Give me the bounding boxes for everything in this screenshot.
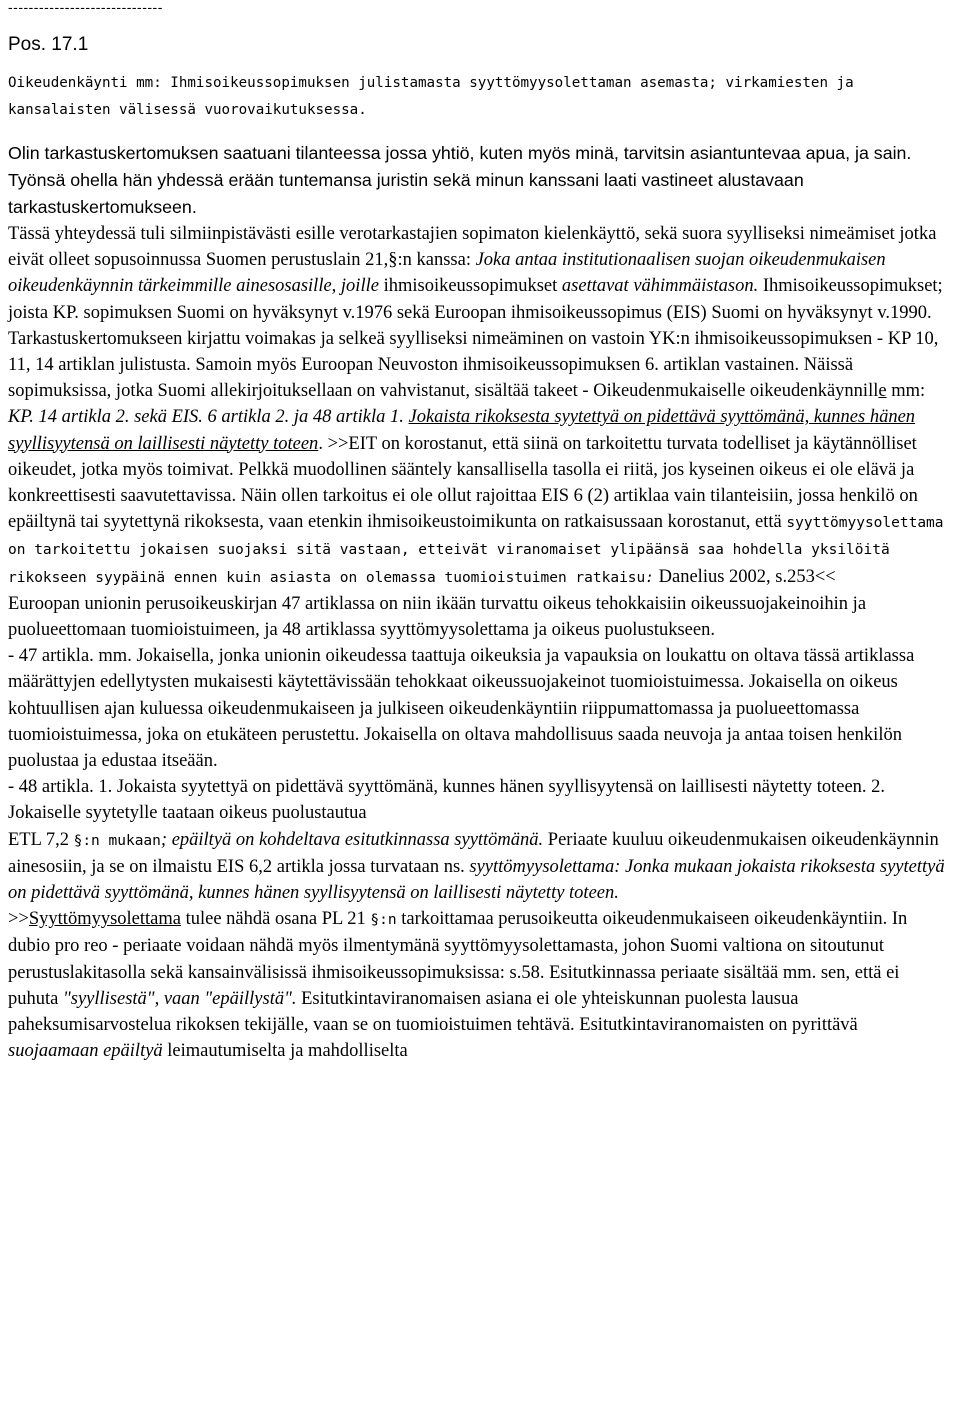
paragraph-report xyxy=(8,326,952,405)
intro-paragraph: Olin tarkastuskertomuksen saatuani tilanteessa jossa yhtiö, kuten myös minä, tarvitsin asiantuntevaa apua, ja sain. Työnsä ohella hän yhdessä erään tuntemansa juristin sekä minun kanssani laati vastineet alustavaan tarkastuskertomukseen. xyxy=(8,143,912,217)
italic-quote: "syyllisestä", vaan "epäillystä". xyxy=(62,988,297,1009)
text-run: Esitutkintaviranomaisen asiana ei ole yhteiskunnan puolesta lausua paheksumisarvostelua rikoksen tekijälle, vaan se on tuomioistuimen tehtävä. Esitutkintaviranomaisten on pyrittävä xyxy=(8,988,858,1036)
text-run: tulee nähdä osana PL 21 xyxy=(180,909,371,930)
underlined-char: e xyxy=(878,381,887,402)
paragraph-article-47: - 47 artikla. mm. Jokaisella, jonka unionin oikeudessa taattuja oikeuksia ja vapauksia on loukattu on oltava tässä artiklassa määrättyjen edellytysten mukaisesti käytettävissään tehokkaat oikeussuojakeinot tuomioistuimessa. Jokaisella on oikeus kohtuullisen ajan kuluessa oikeudenmukaiseen ja julkiseen oikeudenkäyntiin riippumattomassa ja puolueettomassa tuomioistuimessa, joka on etukäteen perustettu. Jokaisella on oltava mahdollisuus saada neuvoja ja antaa toisen henkilön puolustaa ja edustaa itseään. xyxy=(8,646,915,772)
italic-article-refs: KP. 14 artikla 2. sekä EIS. 6 artikla 2. ja 48 artikla 1. xyxy=(8,407,404,428)
mono-quote: syyttömyysolettama on tarkoitettu jokaisen suojaksi sitä vastaan, etteivät viranomaiset ylipäänsä saa hohdella yksilöitä rikokseen syypäinä ennen kuin asiasta on olemassa tuomioistuimen ratkaisu xyxy=(8,515,944,586)
italic-quote: Joka antaa institutionaalisen suojan oikeudenmukaisen oikeudenkäynnin tärkeimmille ainesosasille, joille xyxy=(8,250,886,297)
text-run: tarkoittamaa perusoikeutta oikeudenmukaiseen oikeudenkäyntiin. In dubio pro reo - periaate voidaan nähdä myös ilmentymänä syyttömyysolettamasta, johon Suomi valtiona on sitoutunut perustuslakitasolla sekä kansainvälisissä ihmisoikeussopimuksissa: s.58. Esitutkinnassa periaate sisältää mm. sen, että ei puhuta xyxy=(8,909,908,1009)
italic-quote: syyttömyysolettama: Jonka mukaan jokaista rikoksesta syytettyä on pidettävä syyttömänä, kunnes hänen syyllisyytensä on laillisesti näytetty toteen. xyxy=(8,856,945,904)
italic-quote: ; epäiltyä on kohdeltava esitutkinnassa syyttömänä. xyxy=(160,829,544,850)
text-run: Periaate kuuluu oikeudenmukaisen oikeudenkäynnin ainesosiin, ja se on ilmaistu EIS 6,2 artikla jossa turvataan ns. xyxy=(8,829,939,877)
text-run: leimautumiselta ja mahdolliselta xyxy=(162,1041,408,1062)
text-run: Danelius 2002, s.253<< xyxy=(654,566,836,587)
text-run: Tässä yhteydessä tuli silmiinpistävästi esille verotarkastajien sopimaton kielenkäyttö, sekä suora syylliseksi nimeämiset jotka eivät olleet sopusoinnussa Suomen perustuslain 21,§:n kanssa: xyxy=(8,224,937,271)
paragraph-eu-charter: Euroopan unionin perusoikeuskirjan 47 artiklassa on niin ikään turvattu oikeus tehokkaisiin oikeussuojakeinoihin ja puolueettomaan tuomioistuimeen, ja 48 artiklassa syyttömyysolettama ja oikeus puolustukseen. xyxy=(8,593,867,641)
italic-quote: asettavat vähimmäistason. xyxy=(561,276,759,297)
text-run: >> xyxy=(8,909,29,930)
position-heading: Pos. 17.1 xyxy=(8,34,89,55)
mono-colon: : xyxy=(645,569,655,586)
text-run: Tarkastuskertomukseen kirjattu voimakas ja selkeä syylliseksi nimeäminen on vastoin YK:n ihmisoikeussopimuksen - KP 10, 11, 14 artiklan julistusta. Samoin myös Euroopan Neuvoston ihmisoikeussopimuksen 6. artiklan vastainen. Näissä sopimuksissa, jotka Suomi allekirjoituksellaan on vahvistanut, sisältää takeet - Oikeudenmukaiselle oikeudenkäynnill xyxy=(8,328,939,402)
subject-paragraph: Oikeudenkäynti mm: Ihmisoikeussopimuksen julistamasta syyttömyysolettaman asemasta; virkamiesten ja kansalaisten välisessä vuorovaikutuksessa. xyxy=(8,75,854,118)
paragraph-constitution xyxy=(8,221,952,326)
mono-text: §:n xyxy=(370,912,397,929)
text-run: Ihmisoikeussopimukset; joista KP. sopimuksen Suomi on hyväksynyt v.1976 sekä Euroopan ihmisoikeussopimus (EIS) Suomi on hyväksynyt v.1990. xyxy=(8,276,943,323)
text-run: mm: xyxy=(886,381,926,402)
document-page xyxy=(8,0,952,1065)
underlined-quote: Jokaista rikoksesta syytettyä on pidettävä syyttömänä, kunnes hänen syyllisyytensä on laillisesti näytetty toteen xyxy=(8,407,916,454)
body-text xyxy=(8,221,952,1065)
paragraph-presumption xyxy=(8,906,952,1064)
text-run: ETL 7,2 xyxy=(8,829,74,850)
text-run: . >>EIT on korostanut, että siinä on tarkoitettu turvata todelliset ja käytännölliset oikeudet, jotka myös toimivat. Pelkkä muodollinen sääntely kansallisella tasolla ei riitä, jos kyseinen oikeus ei ole elävä ja konkreettisesti saavutettavissa. Näin ollen tarkoitus ei ole ollut rajoittaa EIS 6 (2) artiklaa vain tilanteisiin, jossa henkilö on epäiltynä tai syytettynä rikoksesta, vaan etenkin ihmisoikeustoimikunta on ratkaisussaan korostanut, että xyxy=(8,433,918,533)
underlined-term: Syyttömyysolettama xyxy=(28,909,181,930)
paragraph-etl xyxy=(8,827,952,907)
italic-quote: suojaamaan epäiltyä xyxy=(8,1041,163,1062)
mono-text: §:n mukaan xyxy=(73,832,161,849)
paragraph-article-48: - 48 artikla. 1. Jokaista syytettyä on pidettävä syyttömänä, kunnes hänen syyllisyytensä on laillisesti näytetty toteen. 2. Jokaiselle syytetylle taataan oikeus puolustautua xyxy=(8,777,886,824)
text-run: ihmisoikeussopimukset xyxy=(378,276,562,297)
paragraph-articles xyxy=(8,404,952,590)
divider-line: ------------------------------ xyxy=(8,0,163,15)
